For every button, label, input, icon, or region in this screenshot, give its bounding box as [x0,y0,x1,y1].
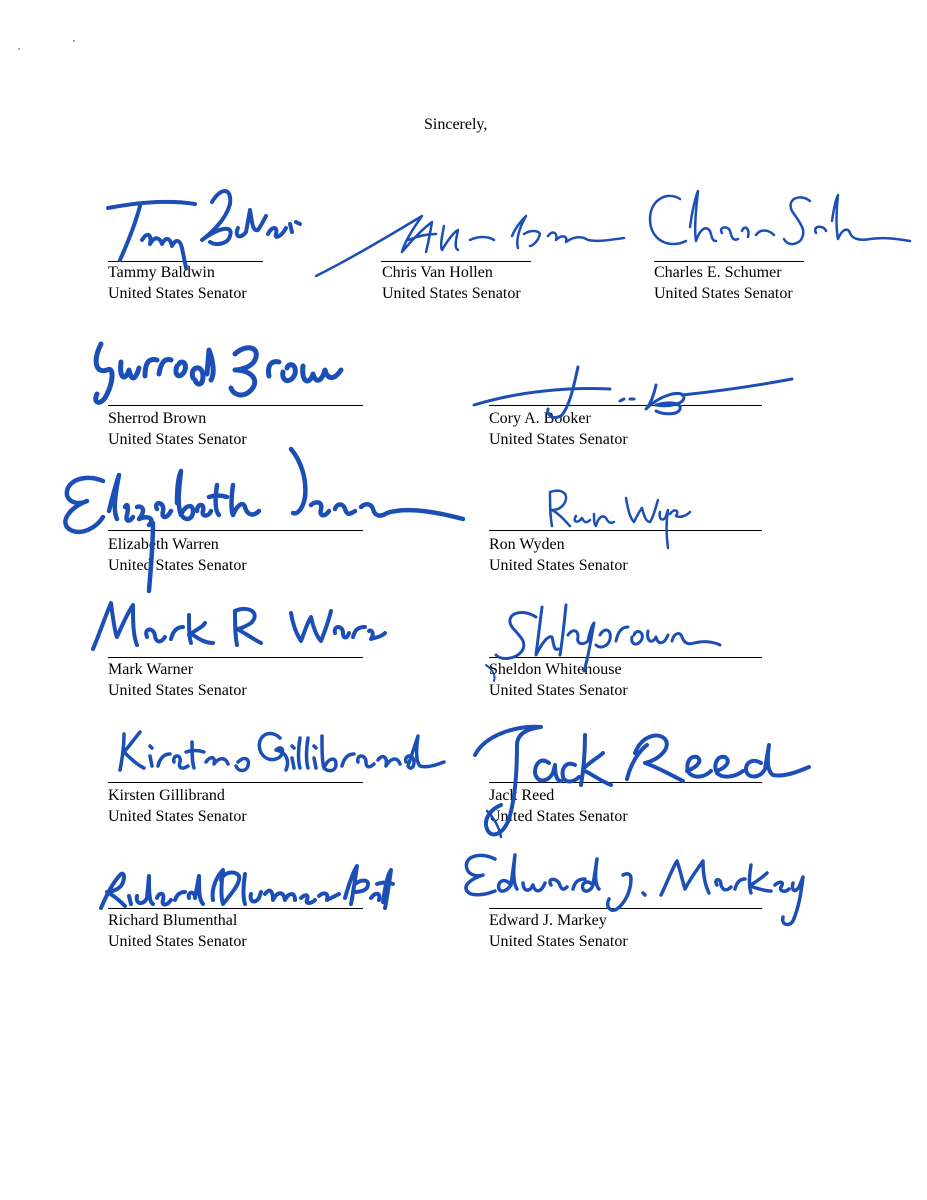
signature-brown [85,330,355,415]
signatory-title: United States Senator [489,431,628,448]
signature-line [108,782,363,783]
signatory-baldwin [108,262,247,304]
signatory-name: Chris Van Hollen [382,264,493,281]
signatory-name: Sheldon Whitehouse [489,661,622,678]
signatory-title: United States Senator [108,557,247,574]
signatory-name: Cory A. Booker [489,410,591,427]
scan-speck [73,40,75,42]
letter-closing: Sincerely, [424,116,488,133]
signatory-name: Kirsten Gillibrand [108,787,225,804]
signatory-name: Jack Reed [489,787,555,804]
signatory-title: United States Senator [489,808,628,825]
signatory-vanhollen [382,262,521,304]
signature-line [108,530,363,531]
signatory-markey [489,910,628,952]
signatory-wyden [489,534,628,576]
signatory-schumer [654,262,793,304]
signature-line [489,530,762,531]
signatory-warren [108,534,247,576]
signature-line [489,908,762,909]
scan-speck [18,48,20,50]
signatory-title: United States Senator [489,557,628,574]
signatory-title: United States Senator [489,933,628,950]
signature-line [108,405,363,406]
signatory-title: United States Senator [108,808,247,825]
signatory-name: Tammy Baldwin [108,264,215,281]
signatory-gillibrand [108,785,247,827]
signatory-name: Mark Warner [108,661,194,678]
signatory-name: Elizabeth Warren [108,536,219,553]
signature-blumenthal [95,858,395,913]
signature-line [108,657,363,658]
signatory-name: Ron Wyden [489,536,565,553]
signatory-blumenthal [108,910,247,952]
signatory-title: United States Senator [108,285,247,302]
signature-line [108,908,363,909]
signatory-reed [489,785,628,827]
signature-line [489,405,762,406]
signatory-title: United States Senator [489,682,628,699]
signature-schumer [640,185,915,260]
signatory-name: Richard Blumenthal [108,912,238,929]
signature-line [489,657,762,658]
signatory-name: Charles E. Schumer [654,264,782,281]
signatory-title: United States Senator [108,933,247,950]
signatory-whitehouse [489,659,628,701]
signature-line [489,782,762,783]
signature-gillibrand [110,722,450,782]
signatory-title: United States Senator [654,285,793,302]
signatory-brown [108,408,247,450]
signatory-title: United States Senator [108,431,247,448]
signature-warner [85,595,385,665]
signatory-name: Sherrod Brown [108,410,207,427]
signatory-booker [489,408,628,450]
signatory-name: Edward J. Markey [489,912,607,929]
signatory-title: United States Senator [108,682,247,699]
signatory-title: United States Senator [382,285,521,302]
signatory-warner [108,659,247,701]
